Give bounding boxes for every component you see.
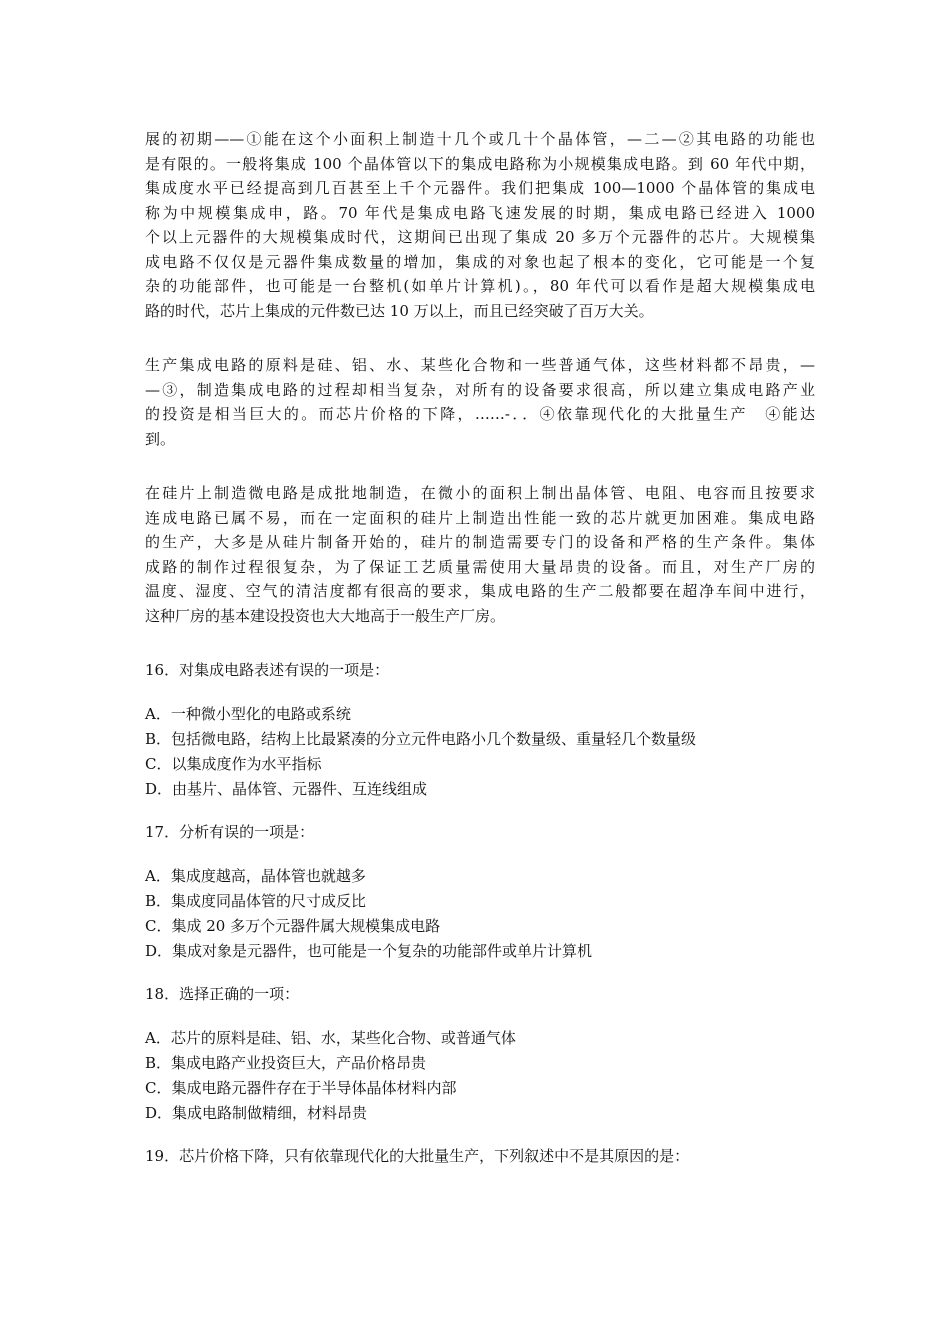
text-line: 连成电路已属不易，而在一定面积的硅片上制造出性能一致的芯片就更加困难。集成电路 [145, 508, 815, 527]
question-17-options [145, 864, 815, 964]
text-line: 的生产，大多是从硅片制备开始的，硅片的制造需要专门的设备和严格的生产条件。集体 [145, 533, 815, 551]
option-c: C．以集成度作为水平指标 [145, 755, 322, 773]
option-b: B．包括微电路，结构上比最紧凑的分立元件电路小几个数量级、重量轻几个数量级 [145, 730, 697, 748]
text-line: 成路的制作过程很复杂，为了保证工艺质量需使用大量昂贵的设备。而且，对生产厂房的 [145, 557, 815, 576]
text-line: 杂的功能部件，也可能是一台整机(如单片计算机)。，80 年代可以看作是超大规模集成电 [145, 277, 815, 295]
text-line: 在硅片上制造微电路是成批地制造，在微小的面积上制出晶体管、电阻、电容而且按要求 [145, 484, 815, 502]
option-a: A．芯片的原料是硅、铝、水，某些化合物、或普通气体 [145, 1029, 516, 1047]
question-title: 17．分析有误的一项是： [145, 823, 315, 841]
document-content [145, 127, 815, 1188]
text-line: 展的初期——①能在这个小面积上制造十几个或几十个晶体管，—二—②其电路的功能也 [145, 130, 815, 148]
passage-paragraph-1 [145, 127, 815, 323]
text-line: 是有限的。一般将集成 100 个晶体管以下的集成电路称为小规模集成电路。到 60 年代中期， [145, 154, 815, 173]
text-line: 集成度水平已经提高到几百甚至上千个元器件。我们把集成 100—1000 个晶体管的集成电 [145, 179, 815, 197]
option-d: D．由基片、晶体管、元器件、互连线组成 [145, 780, 428, 798]
question-title: 19．芯片价格下降，只有依靠现代化的大批量生产，下列叙述中不是其原因的是： [145, 1147, 690, 1165]
passage-paragraph-3 [145, 481, 815, 628]
option-a: A．一种微小型化的电路或系统 [145, 705, 351, 723]
text-line: 个以上元器件的大规模集成时代，这期间已出现了集成 20 多万个元器件的芯片。大规模集 [145, 228, 815, 246]
question-18-options [145, 1026, 815, 1126]
question-19 [145, 1144, 815, 1168]
text-line: 生产集成电路的原料是硅、铝、水、某些化合物和一些普通气体，这些材料都不昂贵，— [145, 356, 815, 374]
question-17 [145, 820, 815, 844]
text-line: 成电路不仅仅是元器件集成数量的增加，集成的对象也起了根本的变化，它可能是一个复 [145, 252, 815, 271]
option-a: A．集成度越高，晶体管也就越多 [145, 867, 366, 885]
text-line: 的投资是相当巨大的。而芯片价格的下降，……-．．④依靠现代化的大批量生产 ④能达 [145, 405, 815, 423]
option-b: B．集成电路产业投资巨大，产品价格昂贵 [145, 1054, 427, 1072]
question-title: 16．对集成电路表述有误的一项是： [145, 661, 390, 679]
text-line: 温度、湿度、空气的清洁度都有很高的要求，集成电路的生产二般都要在超净车间中进行， [145, 582, 815, 600]
option-d: D．集成对象是元器件，也可能是一个复杂的功能部件或单片计算机 [145, 942, 593, 960]
passage-paragraph-2 [145, 353, 815, 451]
option-c: C．集成电路元器件存在于半导体晶体材料内部 [145, 1079, 457, 1097]
text-line: 路的时代，芯片上集成的元件数已达 10 万以上，而且已经突破了百万大关。 [145, 301, 654, 320]
option-b: B．集成度同晶体管的尺寸成反比 [145, 892, 367, 910]
text-line: 到。 [145, 429, 176, 448]
question-16-options [145, 702, 815, 802]
question-18 [145, 982, 815, 1006]
option-c: C．集成 20 多万个元器件属大规模集成电路 [145, 917, 441, 935]
question-title: 18．选择正确的一项： [145, 985, 300, 1003]
question-16 [145, 658, 815, 682]
option-d: D．集成电路制做精细，材料昂贵 [145, 1104, 368, 1122]
text-line: 这种厂房的基本建设投资也大大地高于一般生产厂房。 [145, 606, 506, 625]
text-line: 称为中规模集成申，路。70 年代是集成电路飞速发展的时期，集成电路已经进入 1000 [145, 203, 815, 222]
text-line: —③，制造集成电路的过程却相当复杂，对所有的设备要求很高，所以建立集成电路产业 [145, 380, 815, 399]
